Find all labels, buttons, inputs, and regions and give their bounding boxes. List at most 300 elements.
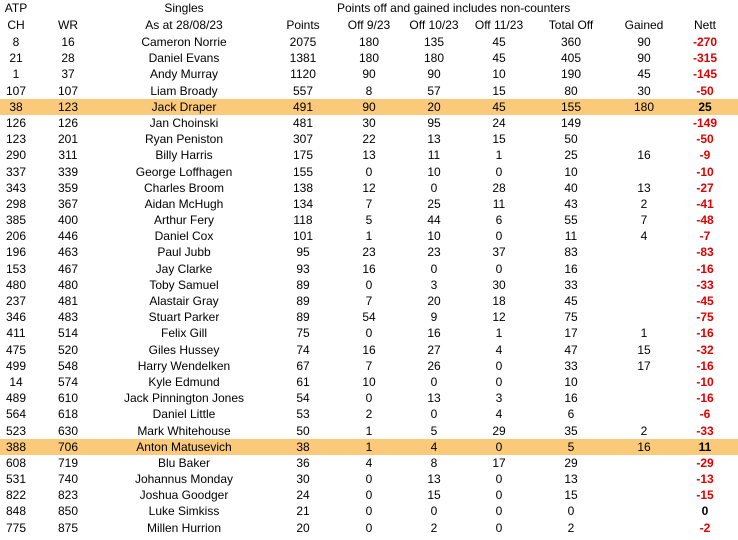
ch-cell: 298 — [5, 196, 27, 211]
ch-cell: 499 — [5, 358, 27, 373]
table-row-highlighted — [0, 99, 738, 115]
off11-cell: 0 — [495, 439, 503, 454]
off10-cell: 23 — [427, 245, 441, 260]
off9-cell: 0 — [365, 164, 373, 179]
off10-cell: 0 — [430, 374, 438, 389]
wr-cell: 740 — [57, 472, 79, 487]
table-row — [0, 34, 738, 50]
total-off-cell: 360 — [560, 35, 582, 49]
off10-cell: 9 — [430, 310, 438, 325]
off10-cell: 10 — [427, 164, 441, 179]
ch-cell: 123 — [5, 132, 27, 147]
wr-cell: 123 — [57, 99, 79, 114]
points-cell: 38 — [296, 439, 310, 454]
off10-cell: 0 — [430, 180, 438, 195]
off9-cell: 10 — [362, 374, 376, 389]
points-cell: 74 — [296, 342, 310, 357]
off11-cell: 4 — [495, 407, 503, 422]
wr-cell: 719 — [57, 455, 79, 470]
ch-cell: 38 — [9, 99, 23, 114]
gained-cell: 90 — [637, 51, 651, 66]
off9-cell: 1 — [365, 423, 373, 438]
off11-cell: 0 — [495, 520, 503, 535]
table-row — [0, 471, 738, 487]
player-name: Jack Pinnington Jones — [123, 391, 245, 406]
off11-cell: 24 — [492, 115, 506, 130]
wr-cell: 28 — [61, 51, 75, 66]
points-cell: 53 — [296, 407, 310, 422]
off11-cell: 3 — [495, 391, 503, 406]
total-off-cell: 40 — [564, 180, 578, 195]
off9-cell: 0 — [365, 326, 373, 341]
off11-cell: 45 — [492, 51, 506, 66]
gained-cell: 2 — [640, 423, 648, 438]
off11-cell: 45 — [492, 99, 506, 114]
wr-cell: 467 — [57, 261, 79, 276]
ch-cell: 564 — [5, 407, 27, 422]
off10-cell: 13 — [427, 391, 441, 406]
off10-cell: 5 — [430, 423, 438, 438]
points-cell: 307 — [292, 132, 314, 147]
table-row — [0, 50, 738, 66]
off10-cell: 11 — [427, 148, 441, 163]
off9-cell: 90 — [362, 67, 376, 82]
ch-cell: 153 — [5, 261, 27, 276]
table-row — [0, 196, 738, 212]
player-rows — [0, 34, 738, 536]
off10-cell: 10 — [427, 229, 441, 244]
total-off-cell: 33 — [564, 277, 578, 292]
total-off-cell: 35 — [564, 423, 578, 438]
total-off-cell: 29 — [564, 455, 578, 470]
off10-cell: 15 — [427, 488, 441, 503]
player-name: Alastair Gray — [149, 294, 219, 308]
off10-cell: 0 — [430, 261, 438, 276]
table-row — [0, 406, 738, 422]
player-name: Aidan McHugh — [144, 196, 224, 211]
wr-cell: 446 — [57, 229, 79, 244]
ch-cell: 822 — [5, 488, 27, 503]
points-cell: 2075 — [289, 35, 317, 49]
off9-cell: 13 — [362, 148, 376, 163]
nett-cell: -13 — [696, 472, 714, 487]
off11-cell: 0 — [495, 374, 503, 389]
points-cell: 67 — [296, 358, 310, 373]
gained-cell: 90 — [637, 35, 651, 49]
total-off-cell: 405 — [560, 51, 582, 66]
total-off-cell: 2 — [567, 520, 575, 535]
points-cell: 118 — [293, 213, 313, 228]
off9-cell: 16 — [362, 261, 376, 276]
player-name: Ryan Peniston — [144, 132, 224, 147]
off11-cell: 0 — [495, 358, 503, 373]
wr-cell: 400 — [57, 213, 79, 228]
table-row — [0, 390, 738, 406]
wr-cell: 706 — [57, 439, 79, 454]
off11-cell: 4 — [495, 342, 503, 357]
off11-cell: 0 — [495, 229, 503, 244]
off9-cell: 180 — [358, 35, 380, 49]
off9-cell: 4 — [365, 455, 373, 470]
ch-cell: 489 — [5, 391, 27, 406]
wr-cell: 126 — [57, 115, 79, 130]
off10-cell: 4 — [430, 439, 438, 454]
ch-cell: 343 — [5, 180, 27, 195]
gained-cell: 15 — [637, 342, 651, 357]
off11-cell: 45 — [492, 35, 506, 49]
nett-cell: -83 — [696, 245, 714, 260]
player-name: Jan Choinski — [149, 115, 219, 130]
nett-cell: 0 — [701, 504, 709, 519]
total-off-cell: 16 — [564, 261, 578, 276]
off11-cell: 28 — [492, 180, 506, 195]
nett-cell: -45 — [696, 294, 714, 308]
table-row-highlighted — [0, 439, 738, 455]
off11-cell: 1 — [495, 148, 503, 163]
total-off-cell: 11 — [564, 229, 578, 244]
off11-header: Off 11/23 — [474, 18, 524, 32]
table-row — [0, 147, 738, 163]
off11-cell: 17 — [492, 455, 506, 470]
player-name: Jack Draper — [151, 99, 217, 114]
nett-cell: -270 — [692, 35, 718, 49]
points-cell: 175 — [292, 148, 314, 163]
nett-header: Nett — [693, 18, 716, 32]
off9-cell: 54 — [362, 310, 376, 325]
total-off-cell: 47 — [564, 342, 578, 357]
as-at-header: As at 28/08/23 — [145, 18, 223, 32]
player-name: Harry Wendelken — [137, 358, 231, 373]
wr-cell: 37 — [61, 67, 75, 82]
wr-cell: 618 — [57, 407, 79, 422]
off9-cell: 12 — [362, 180, 376, 195]
off10-cell: 13 — [427, 132, 441, 147]
points-cell: 89 — [296, 310, 310, 325]
points-cell: 1120 — [290, 67, 316, 82]
off9-cell: 7 — [365, 196, 373, 211]
off11-cell: 29 — [492, 423, 506, 438]
off10-cell: 25 — [427, 196, 441, 211]
off9-cell: 5 — [365, 213, 373, 228]
nett-cell: -15 — [696, 488, 714, 503]
off11-cell: 0 — [495, 488, 503, 503]
player-name: Jay Clarke — [155, 261, 213, 276]
ch-cell: 411 — [6, 326, 26, 341]
gained-header: Gained — [624, 18, 664, 32]
nett-cell: -2 — [699, 520, 711, 535]
points-cell: 36 — [296, 455, 310, 470]
points-cell: 155 — [292, 164, 314, 179]
total-off-cell: 83 — [564, 245, 578, 260]
nett-cell: -33 — [696, 423, 714, 438]
ch-cell: 531 — [5, 472, 27, 487]
points-cell: 491 — [292, 99, 314, 114]
gained-cell: 1 — [640, 326, 648, 341]
player-name: Billy Harris — [155, 148, 213, 163]
off9-cell: 2 — [365, 407, 373, 422]
off11-cell: 15 — [492, 132, 506, 147]
gained-cell: 180 — [633, 99, 655, 114]
table-row — [0, 487, 738, 503]
player-name: Luke Simkiss — [148, 504, 220, 519]
table-row — [0, 423, 738, 439]
ch-cell: 14 — [9, 374, 23, 389]
off9-cell: 0 — [365, 504, 373, 519]
off10-cell: 3 — [430, 277, 438, 292]
points-cell: 61 — [296, 374, 310, 389]
total-off-cell: 149 — [560, 115, 582, 130]
off9-cell: 16 — [362, 342, 376, 357]
points-cell: 20 — [296, 520, 310, 535]
player-name: Andy Murray — [149, 67, 219, 82]
points-cell: 50 — [296, 423, 310, 438]
off11-cell: 37 — [492, 245, 506, 260]
total-off-cell: 43 — [564, 196, 578, 211]
nett-cell: -50 — [696, 83, 714, 98]
player-name: Joshua Goodger — [139, 488, 229, 503]
ch-cell: 206 — [5, 229, 27, 244]
off9-cell: 1 — [365, 229, 373, 244]
off9-cell: 0 — [365, 391, 373, 406]
off11-cell: 0 — [495, 472, 503, 487]
off10-cell: 95 — [427, 115, 441, 130]
player-name: Daniel Evans — [148, 51, 220, 66]
player-name: Kyle Edmund — [148, 374, 220, 389]
off10-cell: 8 — [430, 455, 438, 470]
off10-cell: 44 — [427, 213, 441, 228]
total-off-cell: 190 — [560, 67, 582, 82]
wr-cell: 463 — [57, 245, 79, 260]
wr-cell: 481 — [57, 294, 79, 308]
off10-cell: 13 — [427, 472, 441, 487]
player-name: Arthur Fery — [153, 213, 214, 228]
player-name: Giles Hussey — [148, 342, 220, 357]
ch-cell: 848 — [5, 504, 27, 519]
off10-cell: 27 — [427, 342, 441, 357]
table-row — [0, 358, 738, 374]
player-name: Daniel Cox — [154, 229, 214, 244]
points-cell: 93 — [296, 261, 310, 276]
off10-cell: 2 — [430, 520, 438, 535]
gained-cell: 7 — [640, 213, 648, 228]
wr-cell: 367 — [57, 196, 79, 211]
table-row — [0, 261, 738, 277]
gained-cell: 17 — [637, 358, 651, 373]
gained-cell: 16 — [637, 439, 651, 454]
gained-cell: 13 — [637, 180, 651, 195]
ch-cell: 21 — [9, 51, 23, 66]
table-row — [0, 374, 738, 390]
ch-cell: 480 — [5, 277, 27, 292]
ch-header: CH — [7, 18, 25, 32]
table-row — [0, 455, 738, 471]
off9-cell: 23 — [362, 245, 376, 260]
off10-cell: 20 — [427, 99, 441, 114]
player-name: Blu Baker — [157, 455, 211, 470]
total-off-cell: 10 — [564, 374, 578, 389]
total-off-cell: 33 — [564, 358, 578, 373]
ch-cell: 346 — [5, 310, 27, 325]
nett-cell: -149 — [692, 115, 718, 130]
off9-header: Off 9/23 — [347, 18, 391, 32]
table-row — [0, 325, 738, 341]
ch-cell: 237 — [5, 294, 27, 308]
off11-cell: 11 — [492, 196, 506, 211]
total-off-header: Total Off — [548, 18, 594, 32]
points-cell: 101 — [292, 229, 314, 244]
total-off-cell: 10 — [564, 164, 578, 179]
total-off-cell: 5 — [567, 439, 575, 454]
nett-cell: -16 — [696, 358, 714, 373]
wr-cell: 16 — [61, 35, 75, 49]
wr-cell: 574 — [57, 374, 79, 389]
points-cell: 95 — [296, 245, 310, 260]
player-name: Felix Gill — [160, 326, 207, 341]
nett-cell: -48 — [696, 213, 714, 228]
ch-cell: 385 — [5, 213, 27, 228]
total-off-cell: 17 — [564, 326, 578, 341]
ch-cell: 523 — [5, 423, 27, 438]
player-name: Liam Broady — [150, 83, 218, 98]
off10-cell: 20 — [427, 294, 441, 308]
off11-cell: 15 — [492, 83, 506, 98]
gained-cell: 30 — [637, 83, 651, 98]
off9-cell: 8 — [365, 83, 373, 98]
off11-cell: 1 — [495, 326, 503, 341]
wr-cell: 107 — [57, 83, 79, 98]
table-row — [0, 212, 738, 228]
nett-cell: 25 — [698, 99, 712, 114]
ch-cell: 475 — [5, 342, 27, 357]
wr-cell: 514 — [57, 326, 79, 341]
points-cell: 30 — [296, 472, 310, 487]
wr-cell: 520 — [57, 342, 79, 357]
table-row — [0, 83, 738, 99]
player-name: Daniel Little — [152, 407, 216, 422]
points-cell: 75 — [296, 326, 310, 341]
wr-cell: 201 — [57, 132, 79, 147]
table-row — [0, 66, 738, 82]
off11-cell: 0 — [495, 504, 503, 519]
off11-cell: 12 — [492, 310, 506, 325]
nett-cell: -33 — [696, 277, 714, 292]
wr-cell: 630 — [57, 423, 79, 438]
off11-cell: 0 — [495, 164, 503, 179]
off10-cell: 180 — [423, 51, 445, 66]
singles-header: Singles — [164, 1, 204, 15]
nett-cell: -27 — [696, 180, 714, 195]
table-row — [0, 180, 738, 196]
nett-cell: 11 — [698, 439, 712, 454]
points-cell: 557 — [292, 83, 314, 98]
total-off-cell: 25 — [564, 148, 578, 163]
header-row-2 — [0, 17, 738, 34]
table-row — [0, 164, 738, 180]
wr-header: WR — [58, 18, 78, 32]
nett-cell: -41 — [696, 196, 714, 211]
off9-cell: 0 — [365, 277, 373, 292]
points-cell: 1381 — [289, 51, 317, 66]
points-cell: 89 — [296, 277, 310, 292]
off9-cell: 90 — [362, 99, 376, 114]
total-off-cell: 0 — [567, 504, 575, 519]
wr-cell: 610 — [57, 391, 79, 406]
off10-header: Off 10/23 — [409, 18, 459, 32]
total-off-cell: 6 — [567, 407, 575, 422]
player-name: Anton Matusevich — [136, 439, 232, 454]
ch-cell: 107 — [5, 83, 27, 98]
points-cell: 54 — [296, 391, 310, 406]
off11-cell: 6 — [495, 213, 503, 228]
player-name: George Loffhagen — [135, 164, 233, 179]
off10-cell: 135 — [423, 35, 445, 49]
off11-cell: 18 — [492, 294, 506, 308]
table-row — [0, 228, 738, 244]
off9-cell: 7 — [365, 294, 373, 308]
points-cell: 138 — [292, 180, 314, 195]
off9-cell: 180 — [358, 51, 380, 66]
off9-cell: 22 — [362, 132, 376, 147]
points-header: Points — [286, 18, 320, 32]
total-off-cell: 16 — [564, 391, 578, 406]
table-row — [0, 309, 738, 325]
ch-cell: 337 — [5, 164, 27, 179]
nett-cell: -16 — [696, 326, 714, 341]
nett-cell: -32 — [696, 342, 714, 357]
nett-cell: -16 — [696, 391, 714, 406]
off11-cell: 30 — [492, 277, 506, 292]
points-cell: 89 — [296, 294, 310, 308]
nett-cell: -315 — [692, 51, 718, 66]
off10-cell: 0 — [430, 407, 438, 422]
ch-cell: 126 — [5, 115, 27, 130]
total-off-cell: 155 — [560, 99, 582, 114]
table-row — [0, 131, 738, 147]
wr-cell: 311 — [58, 148, 78, 163]
points-cell: 134 — [292, 196, 314, 211]
table-row — [0, 277, 738, 293]
wr-cell: 823 — [57, 488, 79, 503]
wr-cell: 339 — [57, 164, 79, 179]
off10-cell: 90 — [427, 67, 441, 82]
player-name: Mark Whitehouse — [137, 423, 231, 438]
total-off-cell: 45 — [564, 294, 578, 308]
total-off-cell: 13 — [564, 472, 578, 487]
ch-cell: 1 — [12, 67, 20, 82]
nett-cell: -145 — [692, 67, 718, 82]
points-note-header: Points off and gained includes non-counters — [337, 1, 571, 15]
ch-cell: 8 — [12, 35, 20, 49]
wr-cell: 850 — [57, 504, 79, 519]
gained-cell: 2 — [640, 196, 648, 211]
total-off-cell: 80 — [564, 83, 578, 98]
player-name: Charles Broom — [143, 180, 225, 195]
gained-cell: 16 — [637, 148, 651, 163]
off10-cell: 16 — [427, 326, 441, 341]
wr-cell: 483 — [57, 310, 79, 325]
player-name: Cameron Norrie — [141, 35, 227, 49]
wr-cell: 548 — [57, 358, 79, 373]
points-cell: 21 — [296, 504, 310, 519]
off10-cell: 57 — [427, 83, 441, 98]
player-name: Millen Hurrion — [146, 520, 222, 535]
off9-cell: 30 — [362, 115, 376, 130]
gained-cell: 45 — [637, 67, 651, 82]
table-row — [0, 342, 738, 358]
nett-cell: -7 — [699, 229, 711, 244]
wr-cell: 875 — [57, 520, 79, 535]
off11-cell: 10 — [492, 67, 506, 82]
